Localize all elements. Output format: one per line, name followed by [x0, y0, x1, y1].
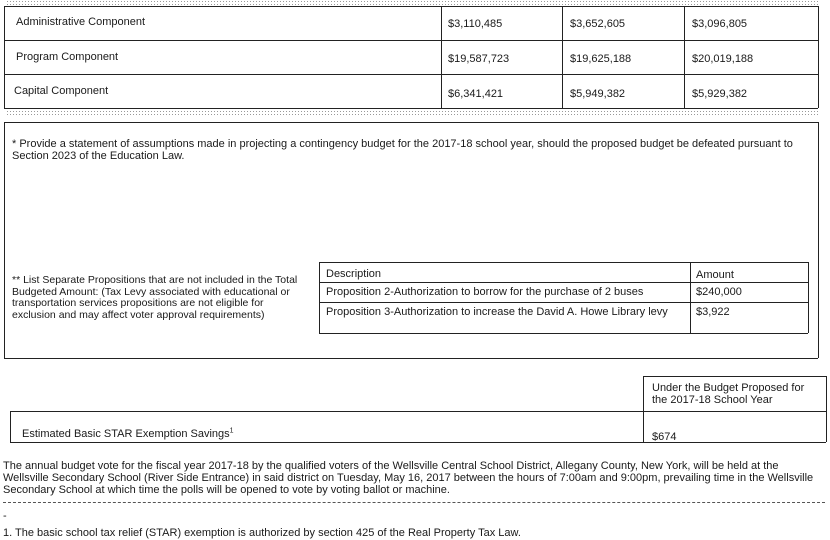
- box-border-top: [4, 122, 818, 123]
- value-admin-col3: $3,096,805: [692, 18, 748, 30]
- prop-header-description: Description: [326, 268, 382, 280]
- star-col-divider: [643, 376, 644, 442]
- value-capital-col1: $6,341,421: [448, 88, 504, 100]
- row-label-administrative: Administrative Component: [16, 16, 146, 28]
- box-border-bottom: [4, 358, 818, 359]
- scan-band-top: [6, 0, 818, 5]
- prop-table-col-divider: [690, 262, 691, 333]
- scan-band-bottom: [6, 110, 818, 115]
- box-border-right: [818, 122, 819, 358]
- propositions-note: ** List Separate Propositions that are not included in the Total Budgeted Amount: (Tax Levy associated with educational or transportation services propositions are not eligible for exclusion and may affect voter approval requirements): [12, 274, 298, 321]
- table-col-divider: [562, 6, 563, 108]
- value-program-col2: $19,625,188: [570, 53, 632, 65]
- footnote-marker: 1: [229, 427, 234, 435]
- prop-table-border-top: [319, 262, 808, 263]
- star-value: $674: [652, 431, 677, 443]
- value-admin-col1: $3,110,485: [448, 18, 503, 30]
- value-program-col3: $20,019,188: [692, 53, 754, 65]
- row-label-capital: Capital Component: [14, 85, 109, 97]
- footnote-separator: [3, 502, 825, 503]
- prop-row-amount: $240,000: [696, 286, 742, 298]
- prop-row-amount: $3,922: [696, 306, 730, 318]
- star-border-right: [826, 376, 827, 442]
- box-border-left: [4, 122, 5, 358]
- star-row-label: [22, 428, 234, 440]
- table-border-right: [818, 6, 819, 108]
- table-col-divider: [684, 6, 685, 108]
- separator-dash: -: [3, 510, 7, 522]
- prop-table-border-left: [319, 262, 320, 333]
- star-column-header: Under the Budget Proposed for the 2017-18 School Year: [652, 382, 805, 406]
- table-row-divider: [4, 40, 818, 41]
- value-capital-col2: $5,949,382: [570, 88, 626, 100]
- table-border-left: [4, 6, 5, 108]
- prop-header-amount: Amount: [696, 269, 734, 281]
- star-row-border-bottom: [10, 442, 826, 443]
- table-border-top: [4, 6, 818, 7]
- prop-table-border-bottom: [319, 333, 808, 334]
- table-col-divider: [441, 6, 442, 108]
- table-border-bottom: [4, 108, 818, 109]
- table-row-divider: [4, 74, 818, 75]
- value-admin-col2: $3,652,605: [570, 18, 626, 30]
- value-capital-col3: $5,929,382: [692, 88, 748, 100]
- prop-table-divider: [319, 302, 808, 303]
- star-label-text: Estimated Basic STAR Exemption Savings: [22, 428, 230, 440]
- value-program-col1: $19,587,723: [448, 53, 510, 65]
- vote-notice: The annual budget vote for the fiscal year 2017-18 by the qualified voters of the Wellsville Central School District, Allegany County, New York, will be held at the Wellsville Secondary School (River Side Entrance) in said district on Tuesday, May 16, 2017 between the hours of 7:00am and 9:00pm, prevailing time in the Wellsville Secondary School at which time the polls will be opened to vote by voting ballot or machine.: [3, 460, 814, 496]
- star-footnote: 1. The basic school tax relief (STAR) exemption is authorized by section 425 of the Real Property Tax Law.: [3, 527, 521, 539]
- row-label-program: Program Component: [16, 51, 119, 63]
- prop-row-description: Proposition 2-Authorization to borrow for the purchase of 2 buses: [326, 286, 644, 298]
- star-row-border-top: [10, 411, 826, 412]
- assumptions-note: * Provide a statement of assumptions made in projecting a contingency budget for the 2017-18 school year, should the proposed budget be defeated pursuant to Section 2023 of the Education Law.: [12, 138, 793, 162]
- star-border-left: [10, 411, 11, 442]
- prop-table-divider: [319, 282, 808, 283]
- prop-row-description: Proposition 3-Authorization to increase the David A. Howe Library levy: [326, 306, 668, 318]
- prop-table-border-right: [808, 262, 809, 333]
- star-header-border-top: [643, 376, 826, 377]
